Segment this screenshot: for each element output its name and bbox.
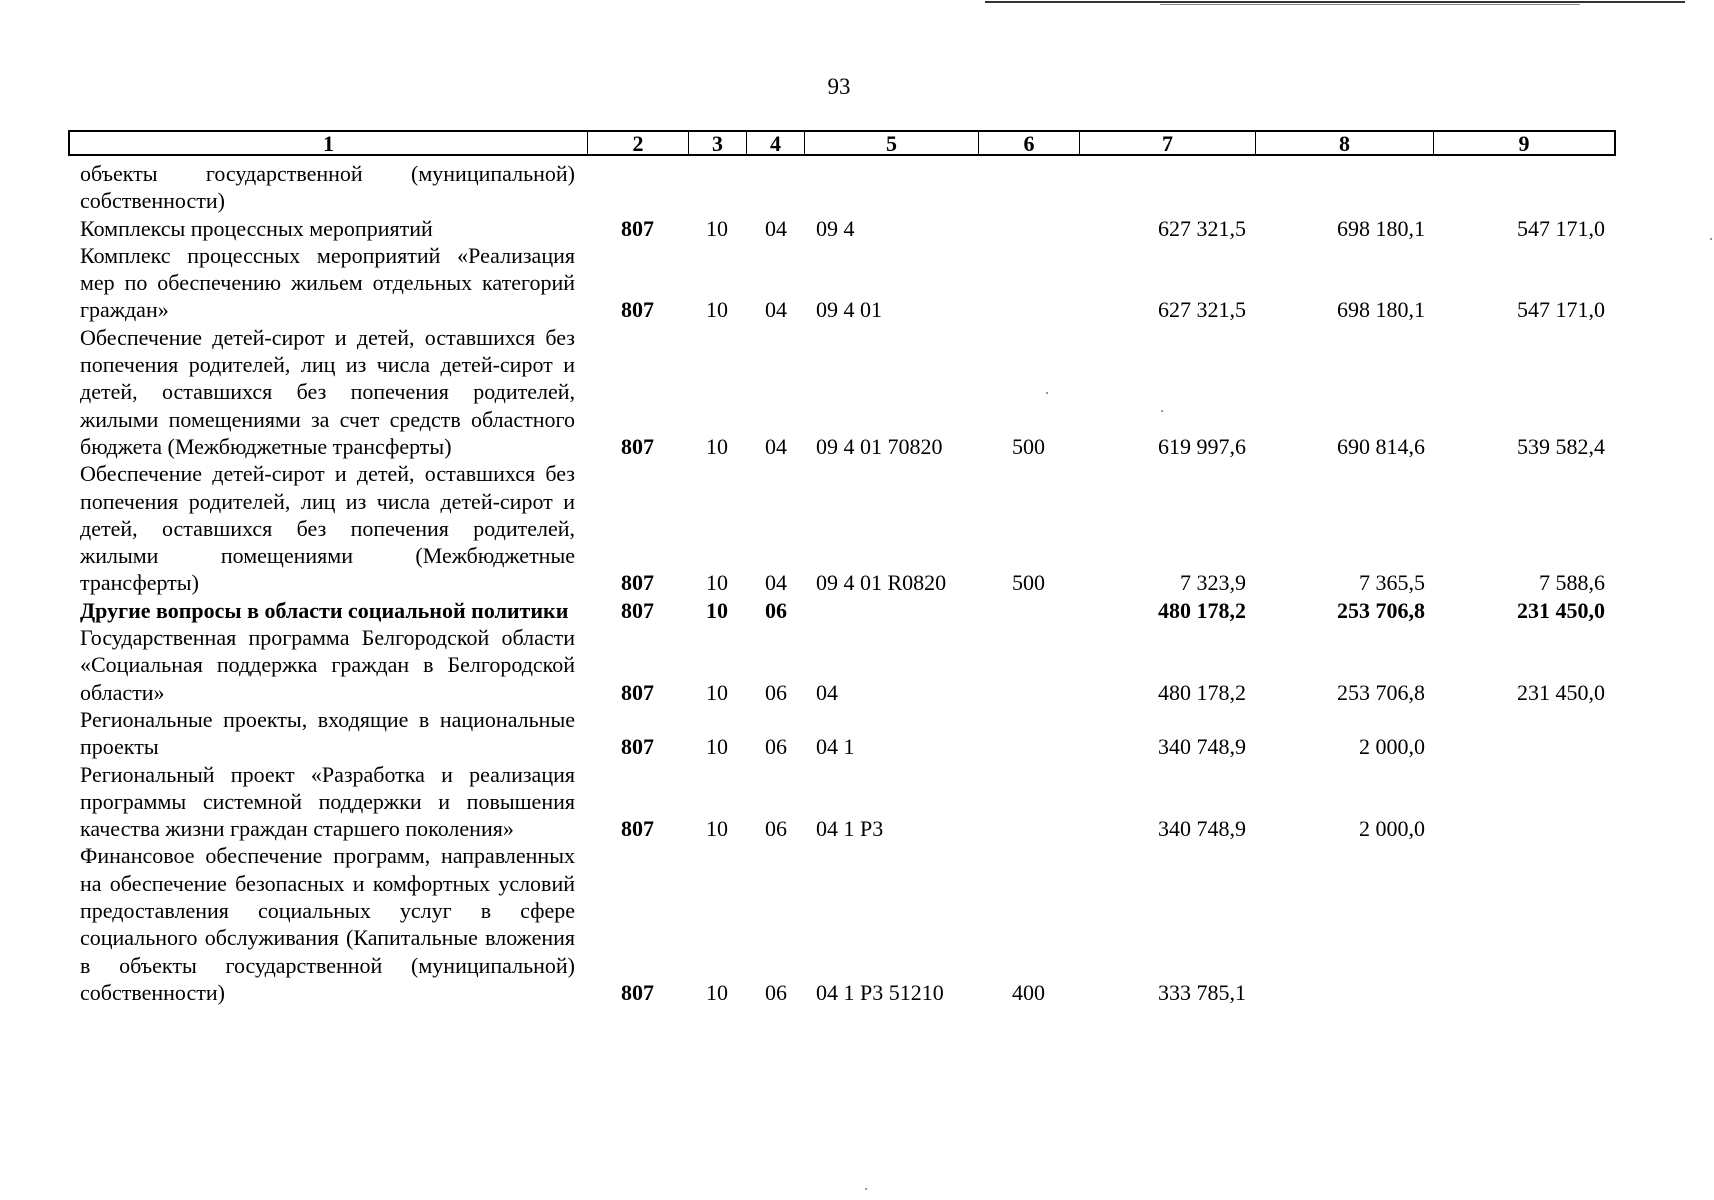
cell-col3: 10: [706, 570, 728, 596]
column-header-3: 3: [689, 132, 747, 154]
cell-col2: 807: [621, 734, 654, 760]
scan-speck: [865, 1188, 867, 1190]
cell-col9: 547 171,0: [1517, 297, 1605, 323]
cell-col6: 500: [1012, 570, 1045, 596]
cell-col5: 09 4 01 R0820: [816, 570, 947, 596]
scan-artifact-line: [985, 1, 1685, 3]
cell-col7: 627 321,5: [1158, 297, 1246, 323]
scan-speck: [1161, 410, 1163, 412]
row-name: Обеспечение детей-сирот и детей, оставшихся без попечения родителей, лиц из числа детей-сирот и детей, оставшихся без попечения родителей, жилыми помещениями за счет средств областного бюджета (Межбюджетные трансферты): [80, 324, 575, 459]
cell-col5: 04 1 Р3 51210: [816, 979, 944, 1005]
cell-col8: 253 706,8: [1337, 679, 1425, 705]
cell-col7: 333 785,1: [1158, 979, 1246, 1005]
scan-speck: [1710, 238, 1712, 240]
table-row: [0, 324, 1714, 460]
cell-col5: 04 1 Р3: [816, 816, 884, 842]
cell-col4: 04: [765, 297, 787, 323]
column-header-4: 4: [747, 132, 805, 154]
row-name: Финансовое обеспечение программ, направленных на обеспечение безопасных и комфортных условий предоставления социальных услуг в сфере социального обслуживания (Капитальные вложения в объекты государственной (муниципальной) собственности): [80, 843, 575, 1005]
cell-col3: 10: [706, 734, 728, 760]
cell-col2: 807: [621, 215, 654, 241]
cell-col5: 09 4 01: [816, 297, 882, 323]
cell-col7: 340 748,9: [1158, 816, 1246, 842]
cell-col2: 807: [621, 570, 654, 596]
table-body: [0, 160, 1714, 1006]
scan-artifact-line: [1160, 4, 1580, 5]
cell-col2: 807: [621, 816, 654, 842]
row-name: Региональный проект «Разработка и реализация программы системной поддержки и повышения качества жизни граждан старшего поколения»: [80, 761, 575, 842]
cell-col8: 2 000,0: [1359, 734, 1425, 760]
cell-col3: 10: [706, 597, 728, 623]
cell-col7: 627 321,5: [1158, 215, 1246, 241]
table-row: [0, 460, 1714, 596]
table-header: [68, 130, 1616, 156]
cell-col8: 2 000,0: [1359, 816, 1425, 842]
cell-col2: 807: [621, 979, 654, 1005]
table-row: [0, 706, 1714, 761]
table-row: [0, 160, 1714, 215]
cell-col4: 06: [765, 979, 787, 1005]
cell-col2: 807: [621, 433, 654, 459]
cell-col3: 10: [706, 816, 728, 842]
cell-col4: 06: [765, 734, 787, 760]
table-row: [0, 597, 1714, 624]
cell-col9: 7 588,6: [1539, 570, 1605, 596]
cell-col9: 547 171,0: [1517, 215, 1605, 241]
table-row: [0, 624, 1714, 706]
cell-col5: 09 4 01 70820: [816, 433, 943, 459]
cell-col9: 231 450,0: [1517, 679, 1605, 705]
column-header-9: 9: [1518, 131, 1530, 156]
cell-col6: 500: [1012, 433, 1045, 459]
cell-col8: 7 365,5: [1359, 570, 1425, 596]
scan-speck: [1046, 392, 1048, 394]
cell-col7: 619 997,6: [1158, 433, 1246, 459]
table-row: [0, 761, 1714, 843]
cell-col9: 539 582,4: [1517, 433, 1605, 459]
cell-col7: 480 178,2: [1158, 597, 1246, 623]
cell-col7: 7 323,9: [1180, 570, 1246, 596]
column-header-2: 2: [588, 132, 689, 154]
row-name: объекты государственной (муниципальной) собственности): [80, 161, 575, 214]
cell-col4: 06: [765, 816, 787, 842]
cell-col8: 698 180,1: [1337, 297, 1425, 323]
cell-col7: 340 748,9: [1158, 734, 1246, 760]
table-row: [0, 842, 1714, 1006]
cell-col8: 698 180,1: [1337, 215, 1425, 241]
row-name: Комплексы процессных мероприятий: [80, 215, 433, 241]
cell-col4: 04: [765, 433, 787, 459]
cell-col5: 04: [816, 679, 838, 705]
table-row: [0, 215, 1714, 242]
row-name: Региональные проекты, входящие в национальные проекты: [80, 706, 575, 760]
cell-col2: 807: [621, 597, 654, 623]
cell-col5: 04 1: [816, 734, 855, 760]
cell-col2: 807: [621, 297, 654, 323]
column-header-5: 5: [805, 132, 979, 154]
cell-col4: 06: [765, 679, 787, 705]
cell-col3: 10: [706, 297, 728, 323]
cell-col4: 06: [765, 597, 787, 623]
row-name: Другие вопросы в области социальной политики: [80, 597, 569, 623]
cell-col4: 04: [765, 570, 787, 596]
row-name: Государственная программа Белгородской области «Социальная поддержка граждан в Белгородской области»: [80, 625, 575, 705]
cell-col7: 480 178,2: [1158, 679, 1246, 705]
cell-col3: 10: [706, 215, 728, 241]
column-header-8: 8: [1256, 132, 1434, 154]
cell-col3: 10: [706, 979, 728, 1005]
cell-col8: 690 814,6: [1337, 433, 1425, 459]
table-row: [0, 242, 1714, 324]
column-header-7: 7: [1080, 132, 1256, 154]
cell-col9: 231 450,0: [1517, 597, 1605, 623]
page-number: 93: [827, 74, 851, 99]
cell-col6: 400: [1012, 979, 1045, 1005]
cell-col3: 10: [706, 433, 728, 459]
cell-col2: 807: [621, 679, 654, 705]
row-name: Обеспечение детей-сирот и детей, оставшихся без попечения родителей, лиц из числа детей-сирот и детей, оставшихся без попечения родителей, жилыми помещениями (Межбюджетные трансферты): [80, 461, 575, 596]
column-header-1: 1: [70, 132, 588, 154]
cell-col8: 253 706,8: [1337, 597, 1425, 623]
cell-col5: 09 4: [816, 215, 855, 241]
column-header-6: 6: [979, 132, 1080, 154]
cell-col4: 04: [765, 215, 787, 241]
row-name: Комплекс процессных мероприятий «Реализация мер по обеспечению жильем отдельных категорий граждан»: [80, 242, 575, 323]
cell-col3: 10: [706, 679, 728, 705]
